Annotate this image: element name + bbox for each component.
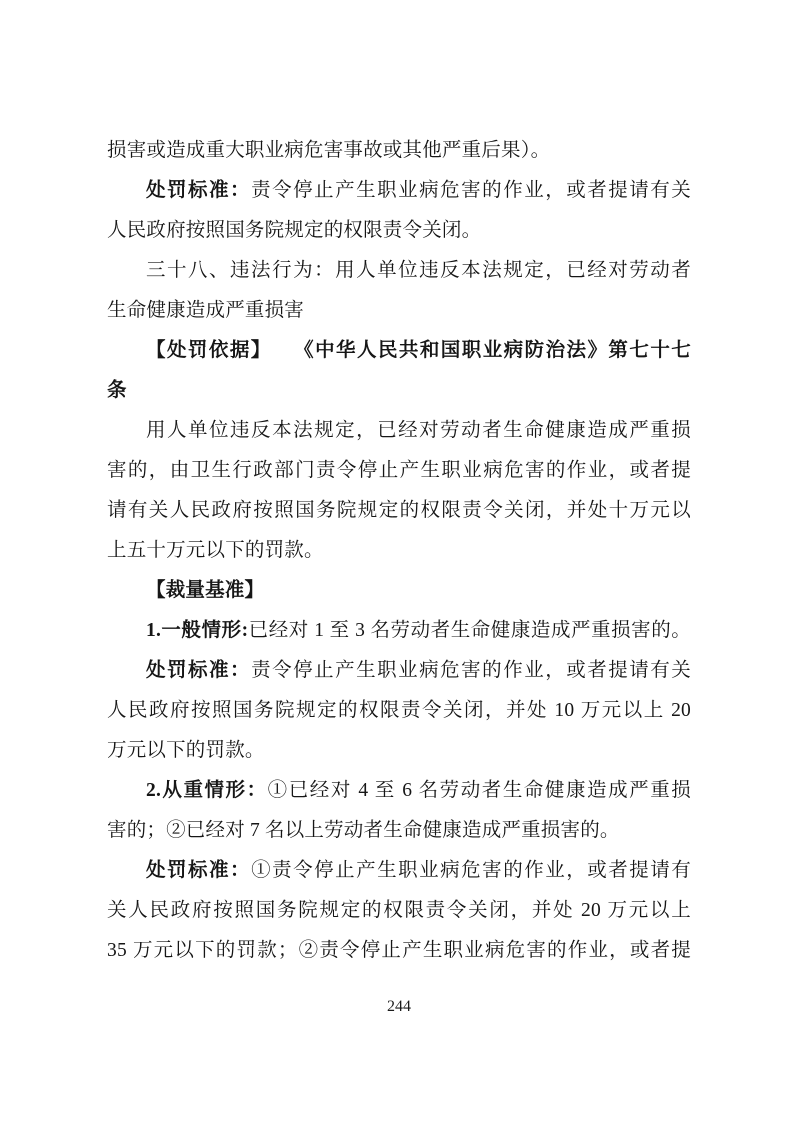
bold-text-run: 处罚标准： — [146, 180, 252, 201]
text-run: 人民政府按照国务院规定的权限责令关闭。 — [107, 220, 482, 241]
text-line — [107, 571, 691, 611]
text-run: ①责令停止产生职业病危害的作业，或者提请有 — [251, 860, 691, 881]
bold-text-run: 【处罚依据】 《中华人民共和国职业病防治法》第七十七 — [146, 340, 691, 361]
text-line — [107, 531, 691, 571]
bold-text-run: 【裁量基准】 — [146, 580, 265, 601]
text-line — [107, 691, 691, 731]
text-line — [107, 491, 691, 531]
text-run: 用人单位违反本法规定，已经对劳动者生命健康造成严重损 — [146, 420, 691, 441]
text-line — [107, 771, 691, 811]
text-run: 关人民政府按照国务院规定的权限责令关闭，并处 20 万元以上 — [107, 900, 691, 921]
text-run: 害的，由卫生行政部门责令停止产生职业病危害的作业，或者提 — [107, 460, 691, 481]
text-line — [107, 891, 691, 931]
bold-text-run: 2.从重情形： — [146, 780, 268, 801]
text-line — [107, 171, 691, 211]
text-run: 责令停止产生职业病危害的作业，或者提请有关 — [251, 180, 691, 201]
page-number: 244 — [387, 998, 411, 1015]
bold-text-run: 1.一般情形: — [146, 620, 249, 641]
text-line — [107, 811, 691, 851]
text-run: 万元以下的罚款。 — [107, 740, 265, 761]
text-line — [107, 731, 691, 771]
text-line — [107, 611, 691, 651]
text-run: 损害或造成重大职业病危害事故或其他严重后果）。 — [107, 140, 551, 161]
text-line — [107, 371, 691, 411]
document-body — [107, 131, 691, 971]
text-line — [107, 211, 691, 251]
text-line — [107, 931, 691, 971]
bold-text-run: 条 — [107, 380, 127, 401]
text-run: ①已经对 4 至 6 名劳动者生命健康造成严重损 — [267, 780, 691, 801]
text-line — [107, 331, 691, 371]
text-line — [107, 851, 691, 891]
text-run: 三十八、违法行为：用人单位违反本法规定，已经对劳动者 — [146, 260, 691, 281]
text-line — [107, 411, 691, 451]
text-run: 害的；②已经对 7 名以上劳动者生命健康造成严重损害的。 — [107, 820, 620, 841]
text-run: 35 万元以下的罚款；②责令停止产生职业病危害的作业，或者提 — [107, 940, 691, 961]
bold-text-run: 处罚标准： — [146, 860, 252, 881]
text-run: 请有关人民政府按照国务院规定的权限责令关闭，并处十万元以 — [107, 500, 691, 521]
text-line — [107, 651, 691, 691]
text-line — [107, 131, 691, 171]
text-line — [107, 251, 691, 291]
text-run: 上五十万元以下的罚款。 — [107, 540, 324, 561]
text-run: 责令停止产生职业病危害的作业，或者提请有关 — [251, 660, 691, 681]
bold-text-run: 处罚标准： — [146, 660, 252, 681]
text-line — [107, 291, 691, 331]
text-run: 生命健康造成严重损害 — [107, 300, 305, 321]
text-run: 人民政府按照国务院规定的权限责令关闭，并处 10 万元以上 20 — [107, 700, 691, 721]
text-run: 已经对 1 至 3 名劳动者生命健康造成严重损害的。 — [248, 620, 691, 641]
text-line — [107, 451, 691, 491]
